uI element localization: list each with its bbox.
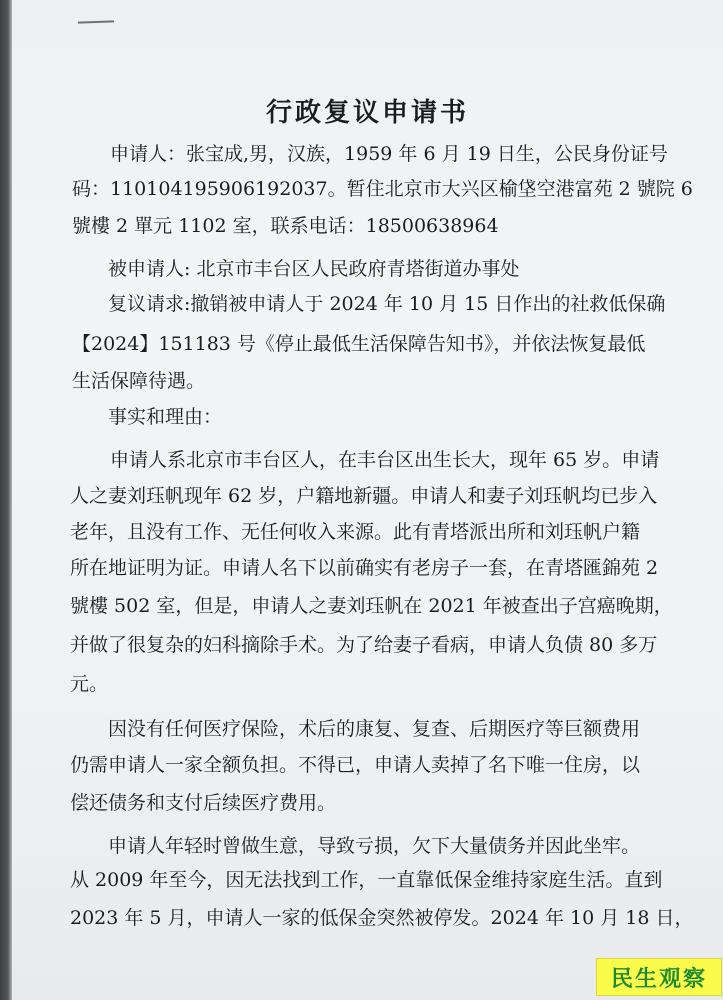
watermark-label: 民生观察 [610,966,707,992]
text-line: 从 2009 年至今，因无法找到工作，一直靠低保金维持家庭生活。直到 [70,869,663,891]
text-line: 2023 年 5 月，申请人一家的低保金突然被停发。2024 年 10 月 18 日， [70,907,694,929]
pen-mark [78,20,114,23]
text-line: 老年，且没有工作、无任何收入来源。此有青塔派出所和刘珏帆户籍 [70,521,641,543]
text-line: 生活保障待遇。 [72,370,206,392]
text-line: 【2024】151183 号《停止最低生活保障告知书》，并依法恢复最低 [72,333,646,355]
text-line: 偿还债务和支付后续医疗费用。 [70,792,337,814]
text-line: 申请人：张宝成,男，汉族，1959 年 6 月 19 日生，公民身份证号 [110,143,668,165]
text-line: 所在地证明为证。申请人名下以前确实有老房子一套，在青塔匯錦苑 2 [70,557,659,579]
text-line: 申请人年轻时曾做生意，导致亏损，欠下大量债务并因此坐牢。 [108,835,641,857]
text-line: 人之妻刘珏帆现年 62 岁，户籍地新疆。申请人和妻子刘珏帆均已步入 [70,485,658,507]
text-line: 复议请求:撤销被申请人于 2024 年 10 月 15 日作出的社救低保确 [108,293,666,315]
text-line: 號樓 502 室，但是，申请人之妻刘珏帆在 2021 年被查出子宫癌晚期， [70,595,673,617]
text-line: 被申请人: 北京市丰台区人民政府青塔街道办事处 [108,258,520,280]
text-line: 仍需申请人一家全额负担。不得已，申请人卖掉了名下唯一住房，以 [70,754,641,776]
text-line: 申请人系北京市丰台区人，在丰台区出生长大，现年 65 岁。申请 [110,449,660,471]
text-line: 因没有任何医疗保险，术后的康复、复查、后期医疗等巨额费用 [108,718,641,740]
watermark-badge [596,958,722,996]
text-line: 并做了很复杂的妇科摘除手术。为了给妻子看病，申请人负债 80 多万 [70,634,658,656]
text-line: 元。 [70,673,109,695]
text-line: 號樓 2 單元 1102 室，联系电话：18500638964 [72,215,499,237]
section-heading: 事实和理由： [108,406,223,428]
text-line: 码：110104195906192037。暂住北京市大兴区榆垡空港富苑 2 號院 6 [72,178,693,200]
document-title: 行政复议申请书 [265,98,469,128]
paper-sheet [12,0,723,1000]
